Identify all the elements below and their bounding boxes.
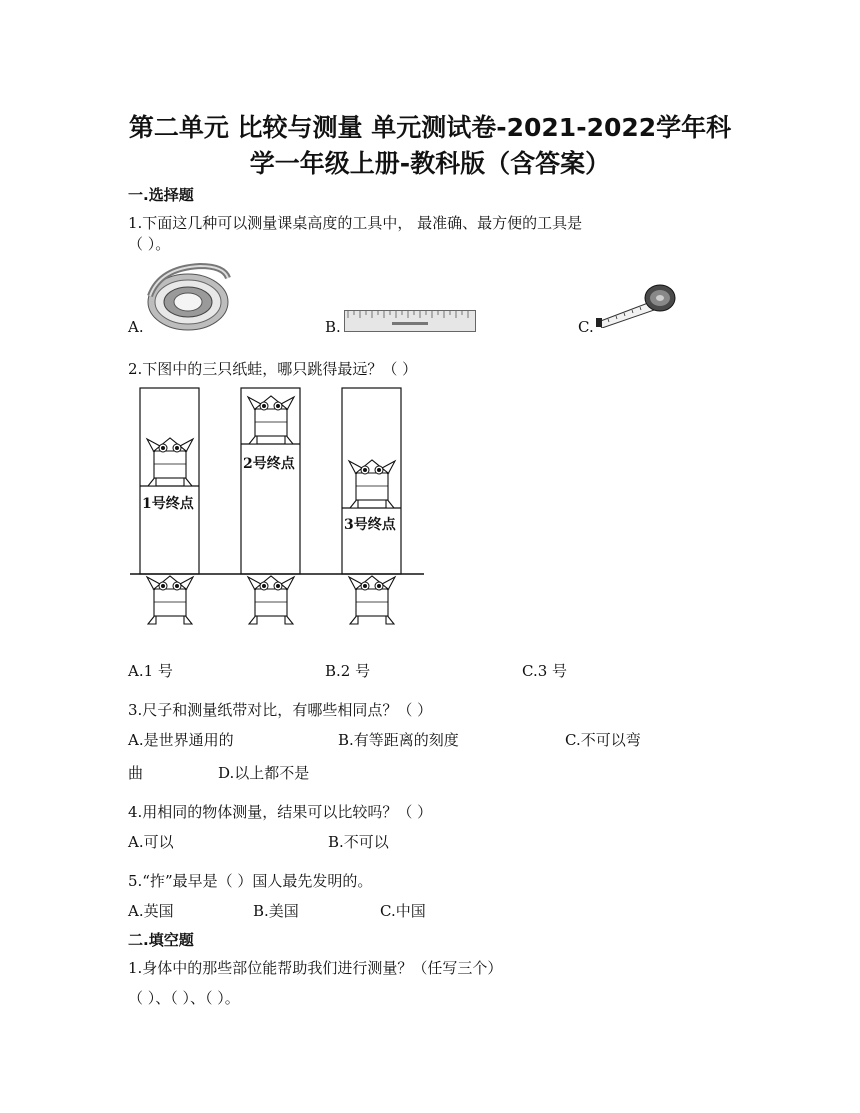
question-5-option-c: C.中国 [380,902,426,920]
question-4-option-b: B.不可以 [328,833,389,851]
fill-question-1-text: 1.身体中的那些部位能帮助我们进行测量？（任写三个） [128,959,503,977]
question-2-text: 2.下图中的三只纸蛙，哪只跳得最远？（ ） [128,360,418,378]
question-5-text: 5.“拃”最早是（ ）国人最先发明的。 [128,872,373,890]
section-heading-fill-in: 二.填空题 [128,931,194,949]
question-4-option-a: A.可以 [128,833,174,851]
endpoint-label-1: 1号终点 [142,496,194,512]
question-3-option-d: D.以上都不是 [218,764,310,782]
page-title-line2: 学一年级上册-教科版（含答案） [249,149,611,178]
tape-coil-image [140,258,232,334]
measuring-tape-image [594,278,678,328]
question-2-option-a: A.1 号 [128,662,173,680]
section-heading-choice: 一.选择题 [128,186,194,204]
ruler-image [344,310,476,332]
question-1-option-b: B. [325,318,341,336]
question-3-text: 3.尺子和测量纸带对比，有哪些相同点？（ ） [128,701,433,719]
endpoint-label-3: 3号终点 [344,517,396,533]
question-3-option-c: C.不可以弯 [565,731,641,749]
question-3-option-b: B.有等距离的刻度 [338,731,459,749]
endpoint-label-2: 2号终点 [243,456,295,472]
paper-frogs-diagram [128,386,428,636]
question-3-option-a: A.是世界通用的 [128,731,234,749]
question-4-text: 4.用相同的物体测量，结果可以比较吗？（ ） [128,803,433,821]
question-5-option-b: B.美国 [253,902,299,920]
question-2-option-b: B.2 号 [325,662,371,680]
question-1-option-c: C. [578,318,594,336]
fill-question-1-blanks: （ ）、（ ）、（ ）。 [128,989,240,1007]
question-1-text: 1.下面这几种可以测量课桌高度的工具中， 最准确、最方便的工具是 [128,214,583,232]
page-title-line1: 第二单元 比较与测量 单元测试卷-2021-2022学年科 [128,113,732,142]
question-5-option-a: A.英国 [128,902,174,920]
question-3-option-c-wrap: 曲 [128,764,144,782]
question-1-blank: （ ）。 [128,235,171,253]
question-1-option-a: A. [128,318,144,336]
question-2-option-c: C.3 号 [522,662,568,680]
